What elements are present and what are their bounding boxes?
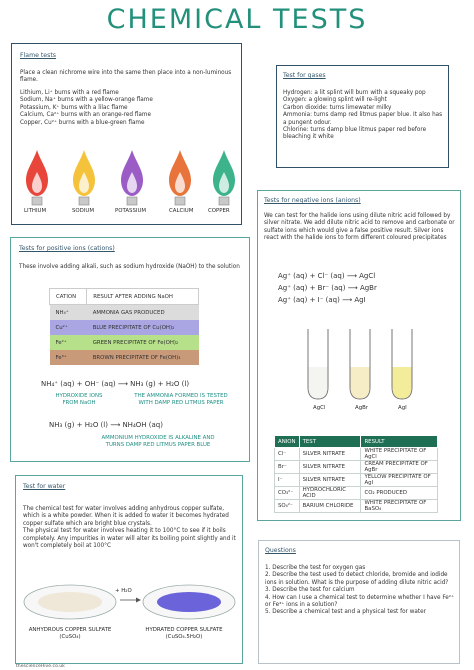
test-col-header: TEST xyxy=(299,436,361,448)
reaction-arrow xyxy=(120,598,141,603)
flame-line: Potassium, K⁺ burns with a lilac flame xyxy=(20,104,128,111)
hydrated-dish xyxy=(143,585,235,619)
tube-label-agi: AgI xyxy=(398,405,407,411)
question-item: 2. Describe the test used to detect chloride, bromide and iodide ions in solution. What is the purpose of adding dilute nitric acid? xyxy=(265,572,449,586)
halide-equations xyxy=(278,270,377,306)
result-cell: WHITE PRECIPITATE OF BaSO₄ xyxy=(361,500,438,513)
ammonia-litmus-note: THE AMMONIA FORMED IS TESTED WITH DAMP RED LITMUS PAPER xyxy=(134,393,228,406)
questions-panel xyxy=(258,540,460,664)
table-row xyxy=(275,500,438,513)
result-col-header: RESULT AFTER ADDING NaOH xyxy=(87,289,199,305)
water-panel xyxy=(15,475,243,664)
test-cell: SILVER NITRATE xyxy=(299,448,361,461)
result-cell: AMMONIA GAS PRODUCED xyxy=(92,309,165,316)
cation-cell: NH₄⁺ xyxy=(55,309,69,316)
test-cell: SILVER NITRATE xyxy=(299,474,361,487)
result-cell: BROWN PRECIPITATE OF Fe(OH)₃ xyxy=(92,354,181,361)
anion-col-header: ANION xyxy=(275,436,300,448)
test-tube-agcl xyxy=(308,329,328,399)
cation-cell: Fe²⁺ xyxy=(55,339,67,346)
flame-label-lithium: LITHIUM xyxy=(24,208,47,214)
flame-line: Lithium, Li⁺ burns with a red flame xyxy=(20,90,119,96)
halide-equation: Ag⁺ (aq) + I⁻ (aq) ⟶ AgI xyxy=(278,296,366,304)
table-row xyxy=(50,305,199,321)
anion-cell: SO₄²⁻ xyxy=(275,500,300,513)
negative-ions-heading: Tests for negative ions (anions) xyxy=(264,197,361,204)
anion-cell: Cl⁻ xyxy=(275,448,300,461)
table-row xyxy=(50,350,199,365)
gas-line: Ammonia: turns damp red litmus paper blue. It also has a pungent odour. xyxy=(283,112,443,126)
table-row xyxy=(50,335,199,350)
anhydrous-label: ANHYDROUS COPPER SULFATE (CuSO₄) xyxy=(28,627,112,640)
result-cell: WHITE PRECIPITATE OF AgCl xyxy=(361,448,438,461)
result-cell: YELLOW PRECIPITATE OF AgI xyxy=(361,474,438,487)
anion-cell: Br⁻ xyxy=(275,461,300,474)
gases-panel xyxy=(276,65,449,168)
positive-ions-heading: Tests for positive ions (cations) xyxy=(19,245,115,252)
water-heading: Test for water xyxy=(23,483,66,490)
flame-line: Copper, Cu²⁺ burns with a blue-green flame xyxy=(20,119,145,126)
gases-list xyxy=(283,90,443,142)
result-cell: GREEN PRECIPITATE OF Fe(OH)₂ xyxy=(92,339,179,346)
ammonium-equation: NH₄⁺ (aq) + OH⁻ (aq) ⟶ NH₃ (g) + H₂O (l) xyxy=(41,380,190,388)
water-physical-test: The physical test for water involves heating it to 100°C to see if it boils completely. Any impurities in water will alter its boiling point slightly and it won't completely boil at 100°C xyxy=(23,528,236,550)
gas-line: Carbon dioxide: turns limewater milky xyxy=(283,104,392,111)
table-row xyxy=(275,487,438,500)
flame-label-potassium: POTASSIUM xyxy=(115,208,147,214)
tube-label-agbr: AgBr xyxy=(355,405,369,411)
cation-cell: Fe³⁺ xyxy=(55,354,67,361)
test-cell: HYDROCHLORIC ACID xyxy=(299,487,361,500)
anhydrous-dish xyxy=(24,585,116,619)
anion-table xyxy=(274,435,438,513)
flame-calcium-icon xyxy=(169,150,191,205)
positive-ions-panel xyxy=(10,237,250,462)
halide-equation: Ag⁺ (aq) + Br⁻ (aq) ⟶ AgBr xyxy=(278,284,377,292)
question-item: 4. How can I use a chemical test to determine whether I have Fe²⁺ or Fe³⁺ ions in a solution? xyxy=(265,594,455,609)
test-cell: BARIUM CHLORIDE xyxy=(299,500,361,513)
flame-copper-icon xyxy=(213,150,235,205)
table-row xyxy=(50,320,199,335)
table-row xyxy=(275,461,438,474)
halide-equation: Ag⁺ (aq) + Cl⁻ (aq) ⟶ AgCl xyxy=(278,272,376,280)
anion-cell: CO₃²⁻ xyxy=(275,487,300,500)
result-col-header: RESULT xyxy=(361,436,438,448)
water-text xyxy=(23,506,236,550)
flame-tests-heading: Flame tests xyxy=(20,52,56,59)
hydrated-label: HYDRATED COPPER SULFATE (CuSO₄.5H₂O) xyxy=(145,627,223,640)
flame-label-calcium: CALCIUM xyxy=(169,208,194,214)
flame-potassium-icon xyxy=(121,150,143,205)
negative-ions-panel xyxy=(257,190,461,521)
tube-labels xyxy=(258,405,460,414)
flame-line: Calcium, Ca²⁺ burns with an orange-red flame xyxy=(20,112,151,119)
test-tube-agbr xyxy=(350,329,370,399)
question-item: 1. Describe the test for oxygen gas xyxy=(265,565,366,571)
ammonium-hydroxide-note: AMMONIUM HYDROXIDE IS ALKALINE AND TURNS DAMP RED LITMUS PAPER BLUE xyxy=(101,435,215,448)
flame-tests-panel xyxy=(11,43,242,225)
footer-credit: thescienceHive.co.uk xyxy=(16,664,65,669)
cation-cell: Cu²⁺ xyxy=(55,324,68,331)
page-title: CHEMICAL TESTS xyxy=(106,4,368,35)
flame-tests-list xyxy=(20,90,236,127)
test-cell: SILVER NITRATE xyxy=(299,461,361,474)
result-cell: CREAM PRECIPITATE OF AgBr xyxy=(361,461,438,474)
test-tubes-illustration xyxy=(298,327,428,405)
flame-label-sodium: SODIUM xyxy=(72,208,95,214)
anion-cell: I⁻ xyxy=(275,474,300,487)
ammonia-water-equation: NH₃ (g) + H₂O (l) ⟶ NH₄OH (aq) xyxy=(49,421,163,429)
anion-table-header xyxy=(275,436,438,448)
flame-tests-intro: Place a clean nichrome wire into the same then place into a non-luminous flame. xyxy=(20,70,232,84)
flame-lithium-icon xyxy=(26,150,48,205)
arrow-label: + H₂O xyxy=(115,588,132,594)
question-item: 5. Describe a chemical test and a physical test for water xyxy=(265,609,426,616)
tube-label-agcl: AgCl xyxy=(313,405,326,411)
gas-line: Oxygen: a glowing splint will re-light xyxy=(283,97,387,104)
questions-list xyxy=(265,565,455,617)
gases-heading: Test for gases xyxy=(283,72,326,79)
water-chemical-test: The chemical test for water involves adding anhydrous copper sulfate, which is a white powder. When it is added to water it becomes hydrated copper sulfate which are bright blue crystals. xyxy=(23,506,229,527)
cation-table xyxy=(49,288,199,365)
questions-heading: Questions xyxy=(265,547,296,554)
cation-col-header: CATION xyxy=(50,289,87,305)
copper-sulfate-illustration xyxy=(20,576,238,622)
flame-line: Sodium, Na⁺ burns with a yellow-orange flame xyxy=(20,97,153,104)
gas-line: Chlorine: turns damp blue litmus paper red before bleaching it white xyxy=(283,127,427,141)
positive-ions-intro: These involve adding alkali, such as sodium hydroxide (NaOH) to the solution xyxy=(19,264,240,270)
flame-label-copper: COPPER xyxy=(208,208,230,214)
flame-labels xyxy=(12,208,241,218)
hydroxide-note: HYDROXIDE IONS FROM NaOH xyxy=(55,393,103,406)
result-cell: BLUE PRECIPITATE OF Cu(OH)₂ xyxy=(92,324,175,331)
flame-sodium-icon xyxy=(73,150,95,205)
result-cell: CO₂ PRODUCED xyxy=(361,487,438,500)
cation-table-header xyxy=(50,289,199,305)
gas-line: Hydrogen: a lit splint will burn with a squeaky pop xyxy=(283,90,426,96)
table-row xyxy=(275,448,438,461)
negative-ions-intro: We can test for the halide ions using dilute nitric acid followed by silver nitrate. We add dilute nitric acid to remove and carbonate or sulfate ions which would give a false positive result. Silver ions react with the halide ions to form different coloured precipitates xyxy=(264,213,455,242)
question-item: 3. Describe the test for calcium xyxy=(265,587,355,594)
test-tube-agi xyxy=(392,329,412,399)
table-row xyxy=(275,474,438,487)
